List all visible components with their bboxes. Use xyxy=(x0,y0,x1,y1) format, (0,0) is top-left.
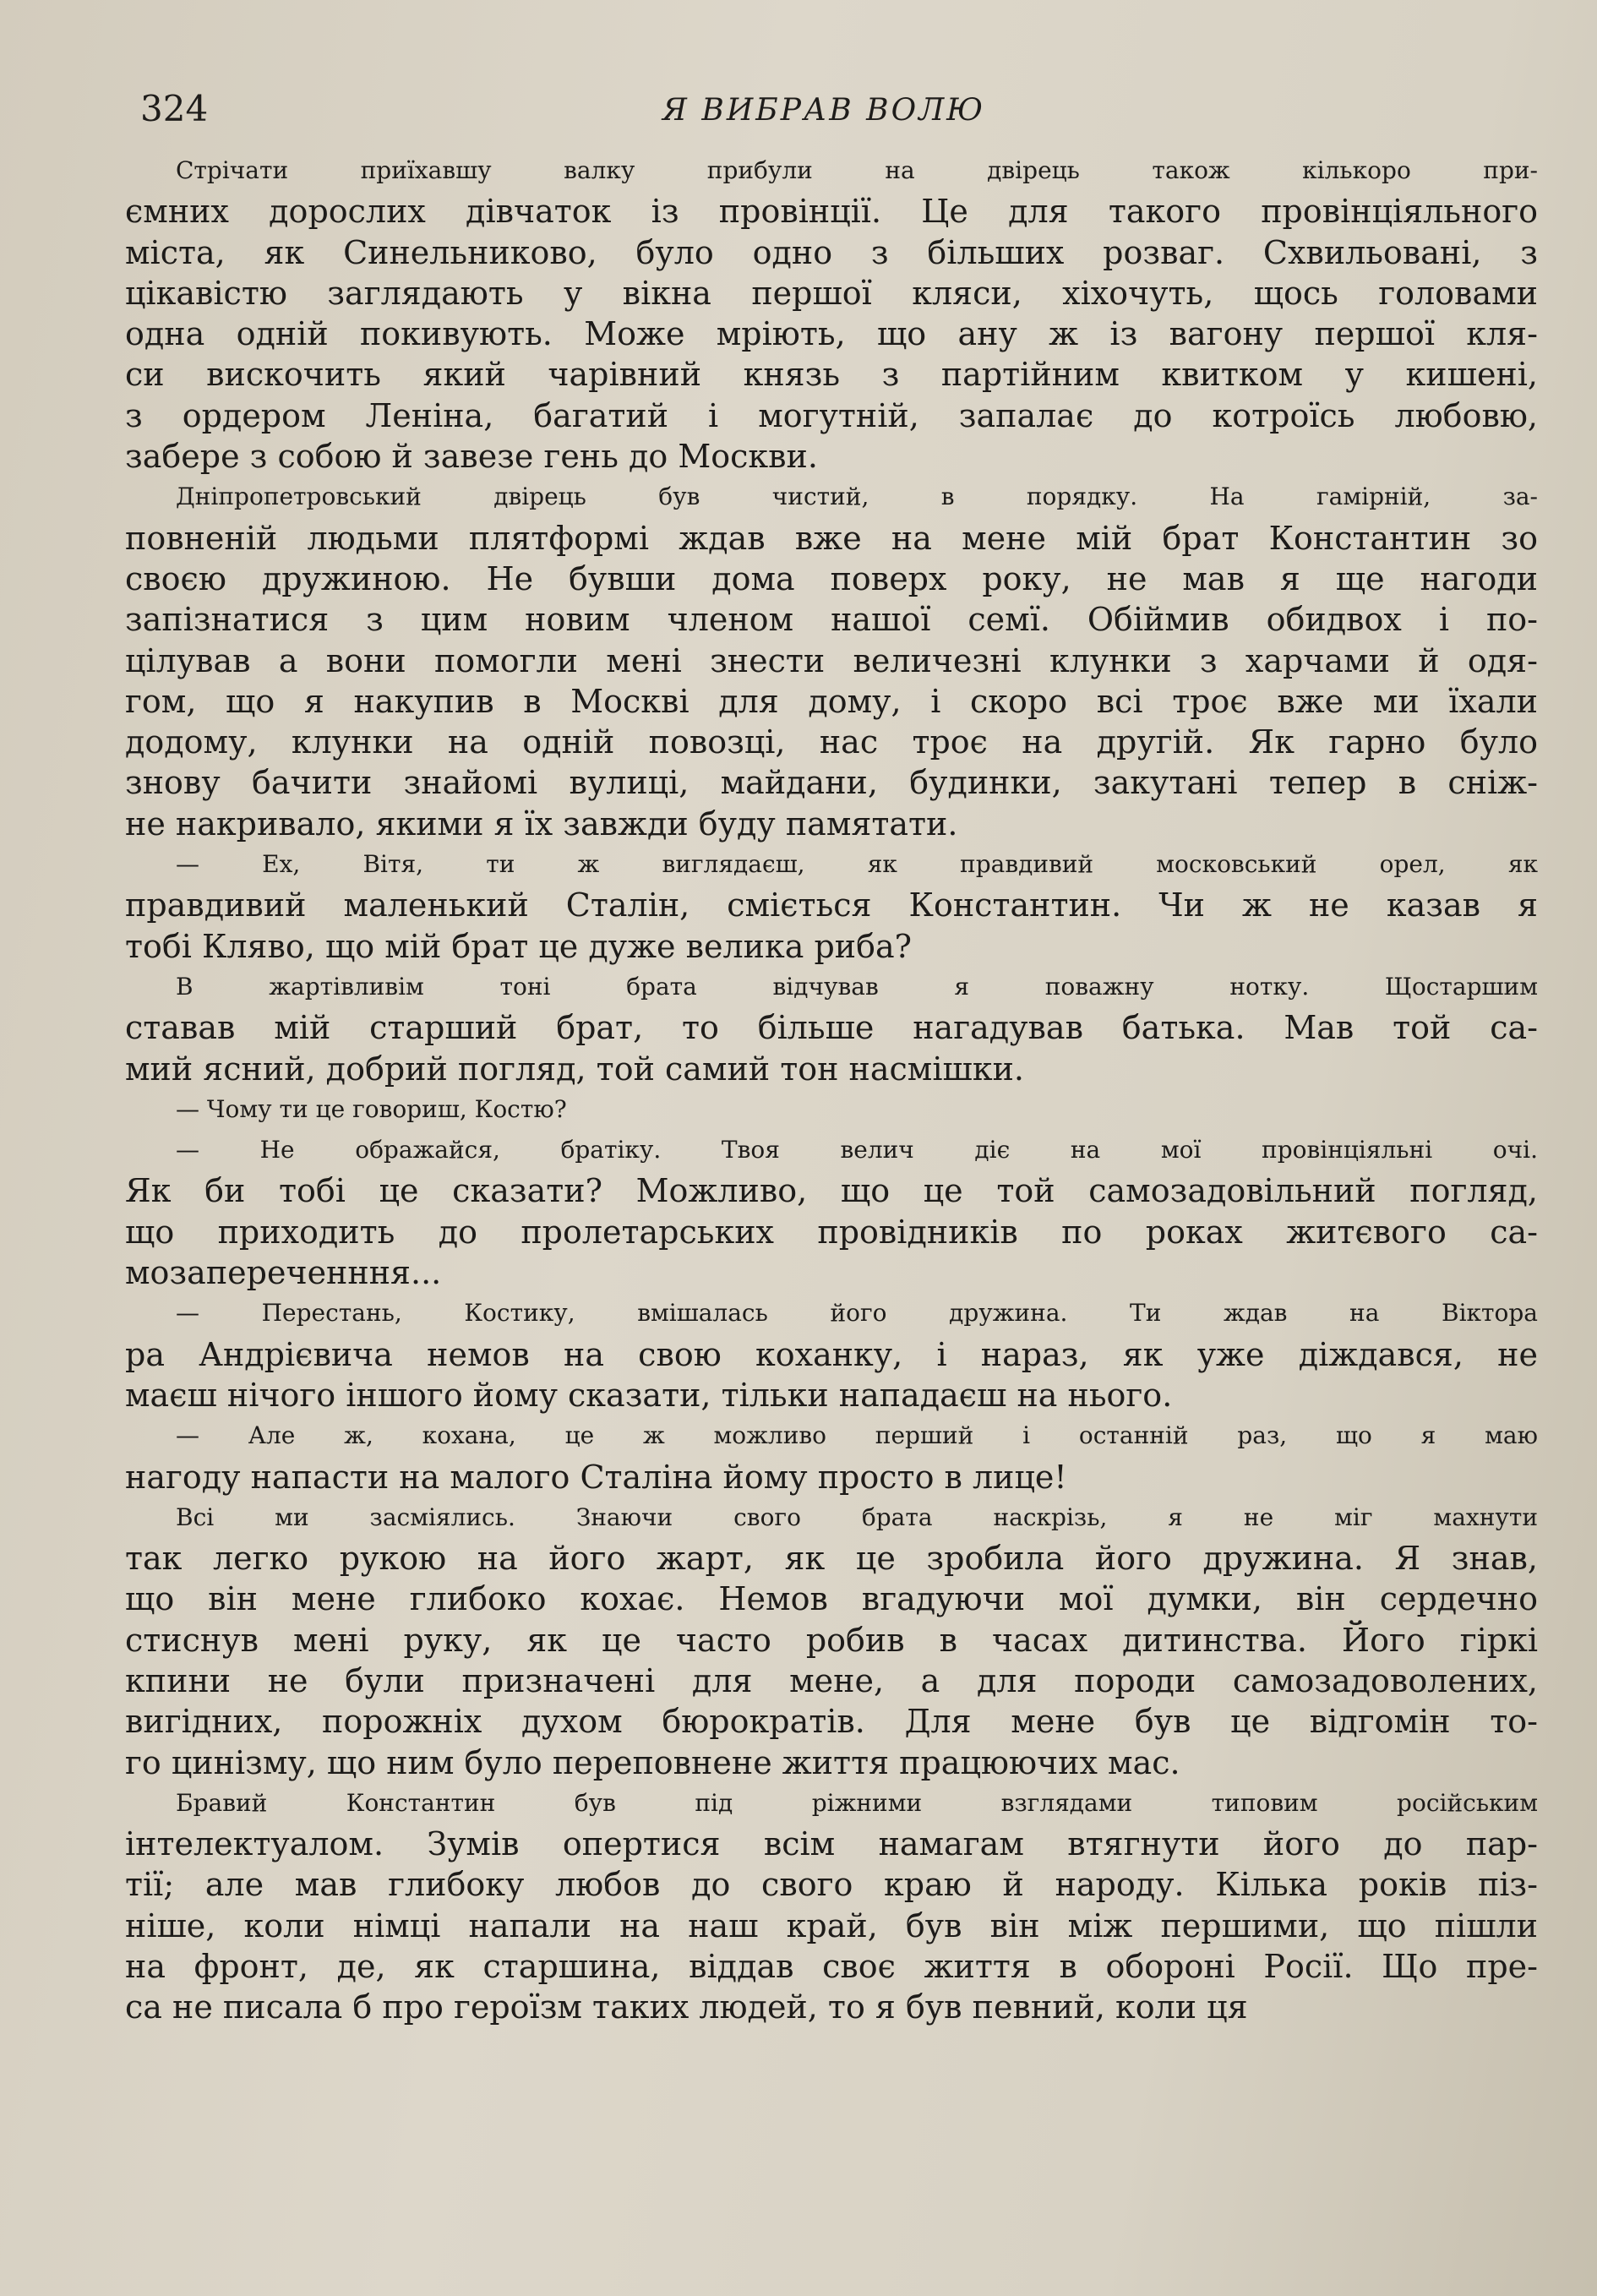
text-line: — Перестань, Костику, вмішалась його дружина. Ти ждав на Віктора xyxy=(176,1299,1538,1328)
text-line: своєю дружиною. Не бувши дома поверх року, не мав я ще нагоди xyxy=(125,559,1538,597)
text-line: ємних дорослих дівчаток із провінції. Це для такого провінціяльного xyxy=(125,193,1538,231)
text-line: ніше, коли німці напали на наш край, був він між першими, що пішли xyxy=(125,1906,1538,1944)
text-line: вигідних, порожніх духом бюрократів. Для мене був це відгомін то- xyxy=(125,1703,1538,1741)
text-line: що він мене глибоко кохає. Немов вгадуючи мої думки, він сердечно xyxy=(125,1580,1538,1618)
paragraph xyxy=(125,967,1538,1089)
paragraph xyxy=(125,1293,1538,1415)
paragraph xyxy=(125,1783,1538,2028)
running-title: Я ВИБРАВ ВОЛЮ xyxy=(662,93,986,128)
text-line: — Але ж, кохана, це ж можливо перший і останній раз, що я маю xyxy=(176,1421,1538,1450)
text-line: го цинізму, що ним було переповнене життя працюючих мас. xyxy=(125,1743,1180,1781)
paragraph xyxy=(125,150,1538,477)
body-text xyxy=(125,150,1538,2028)
text-line: Всі ми засміялись. Знаючи свого брата наскрізь, я не міг махнути xyxy=(176,1502,1538,1531)
text-line: са не писала б про героїзм таких людей, то я був певний, коли ця xyxy=(125,1988,1248,2026)
paragraph xyxy=(125,1497,1538,1783)
paragraph xyxy=(125,1089,1538,1130)
text-line: повненій людьми плятформі ждав вже на мене мій брат Константин зо xyxy=(125,519,1538,557)
text-line: В жартівливім тоні брата відчував я поважну нотку. Щостаршим xyxy=(176,972,1538,1001)
paragraph xyxy=(125,844,1538,967)
text-line: тобі Кляво, що мій брат це дуже велика риба? xyxy=(125,927,912,965)
text-line: знову бачити знайомі вулиці, майдани, будинки, закутані тепер в сніж- xyxy=(125,764,1538,802)
text-line: кпини не були призначені для мене, а для породи самозадоволених, xyxy=(125,1661,1538,1699)
page-number: 324 xyxy=(140,88,209,129)
text-line: си вискочить який чарівний князь з партійним квитком у кишені, xyxy=(125,356,1538,394)
text-line: що приходить до пролетарських провідників по роках житєвого са- xyxy=(125,1213,1538,1251)
text-line: ра Андрієвича немов на свою коханку, і нараз, як уже діждався, не xyxy=(125,1335,1538,1373)
text-line: мий ясний, добрий погляд, той самий тон насмішки. xyxy=(125,1050,1024,1088)
text-line: забере з собою й завезе гень до Москви. xyxy=(125,438,818,476)
text-line: — Чому ти це говориш, Костю? xyxy=(176,1094,567,1123)
text-line: стиснув мені руку, як це часто робив в часах дитинства. Його гіркі xyxy=(125,1621,1538,1659)
text-line: додому, клунки на одній повозці, нас троє на другій. Як гарно було xyxy=(125,723,1538,761)
text-line: міста, як Синельниково, було одно з більших розваг. Схвильовані, з xyxy=(125,233,1538,271)
text-line: так легко рукою на його жарт, як це зробила його дружина. Я знав, xyxy=(125,1540,1538,1578)
text-line: Бравий Константин був під ріжними взглядами типовим російським xyxy=(176,1788,1538,1817)
text-line: одна одній покивують. Може мріють, що ану ж із вагону першої кля- xyxy=(125,315,1538,353)
paragraph xyxy=(125,1415,1538,1497)
text-line: інтелектуалом. Зумів опертися всім намагам втягнути його до пар- xyxy=(125,1825,1538,1863)
text-line: нагоду напасти на малого Сталіна йому просто в лице! xyxy=(125,1458,1067,1496)
text-line: з ордером Леніна, багатий і могутній, запалає до котроїсь любовю, xyxy=(125,396,1538,434)
text-line: — Не ображайся, братіку. Твоя велич діє на мої провінціяльні очі. xyxy=(176,1136,1538,1164)
text-line: Як би тобі це сказати? Можливо, що це той самозадовільний погляд, xyxy=(125,1172,1538,1210)
text-line: — Ех, Вітя, ти ж виглядаєш, як правдивий московський орел, як xyxy=(176,850,1538,879)
text-line: цікавістю заглядають у вікна першої кляси, хіхочуть, щось головами xyxy=(125,274,1538,312)
text-line: на фронт, де, як старшина, віддав своє життя в обороні Росії. Що пре- xyxy=(125,1948,1538,1986)
text-line: ставав мій старший брат, то більше нагадував батька. Мав той са- xyxy=(125,1009,1538,1047)
text-line: правдивий маленький Сталін, сміється Константин. Чи ж не казав я xyxy=(125,886,1538,924)
text-line: тії; але мав глибоку любов до свого краю й народу. Кілька років піз- xyxy=(125,1866,1538,1904)
text-line: Дніпропетровський двірець був чистий, в порядку. На гамірній, за- xyxy=(176,483,1538,511)
text-line: гом, що я накупив в Москві для дому, і скоро всі троє вже ми їхали xyxy=(125,682,1538,720)
text-line: не накривало, якими я їх завжди буду памятати. xyxy=(125,804,958,843)
text-line: запізнатися з цим новим членом нашої семї. Обіймив обидвох і по- xyxy=(125,601,1538,639)
text-line: цілував а вони помогли мені знести величезні клунки з харчами й одя- xyxy=(125,641,1538,679)
text-line: мозапереченння... xyxy=(125,1254,442,1292)
text-line: Стрічати приїхавшу валку прибули на двірець також кількоро при- xyxy=(176,156,1538,184)
text-line: маєш нічого іншого йому сказати, тільки нападаєш на нього. xyxy=(125,1376,1173,1414)
paragraph xyxy=(125,477,1538,844)
page-header xyxy=(135,85,1513,135)
paragraph xyxy=(125,1130,1538,1293)
